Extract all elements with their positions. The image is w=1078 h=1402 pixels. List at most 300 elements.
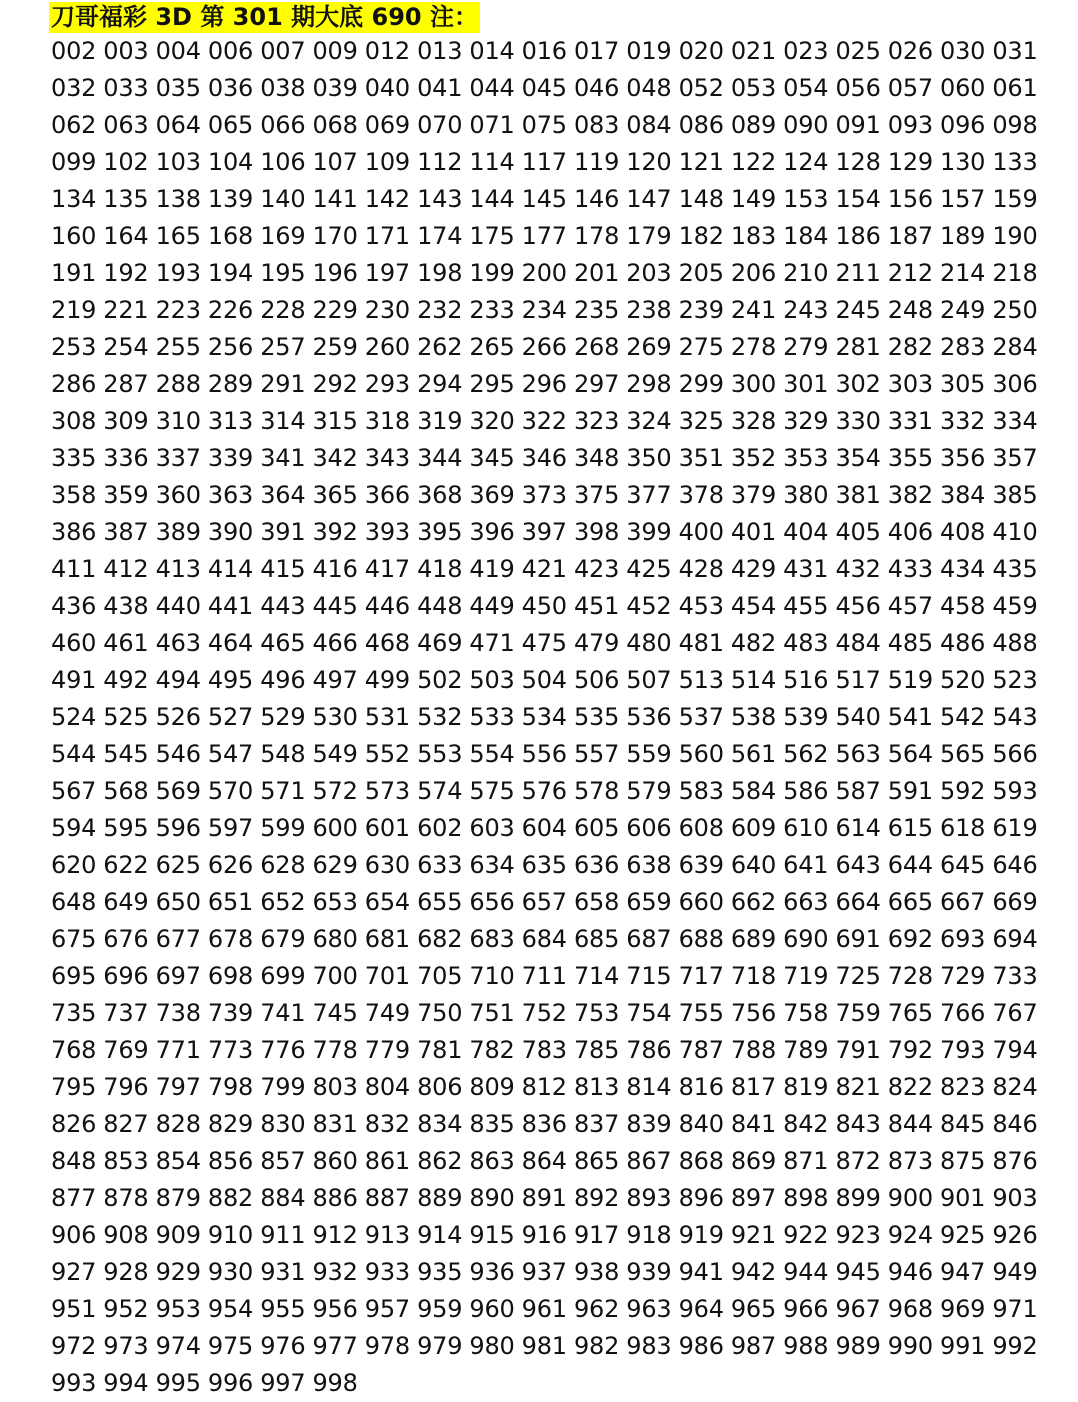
number-item: 863 xyxy=(469,1147,515,1175)
number-row xyxy=(51,1254,1051,1291)
number-item: 921 xyxy=(730,1221,777,1249)
number-item: 479 xyxy=(573,629,620,657)
number-item: 575 xyxy=(469,777,515,805)
number-item: 449 xyxy=(469,592,515,620)
number-item: 243 xyxy=(783,296,829,324)
number-item: 234 xyxy=(521,296,567,324)
number-item: 025 xyxy=(835,37,881,65)
number-item: 159 xyxy=(992,185,1038,213)
number-item: 826 xyxy=(51,1110,97,1138)
number-item: 448 xyxy=(417,592,463,620)
number-item: 483 xyxy=(783,629,829,657)
number-item: 414 xyxy=(207,555,254,583)
number-item: 398 xyxy=(573,518,620,546)
number-item: 544 xyxy=(51,740,97,768)
number-item: 799 xyxy=(260,1073,306,1101)
number-item: 075 xyxy=(521,111,567,139)
number-item: 980 xyxy=(469,1332,515,1360)
number-item: 375 xyxy=(573,481,620,509)
number-item: 062 xyxy=(51,111,97,139)
number-item: 542 xyxy=(940,703,986,731)
number-item: 596 xyxy=(155,814,201,842)
number-item: 535 xyxy=(573,703,620,731)
number-item: 413 xyxy=(155,555,201,583)
number-item: 983 xyxy=(626,1332,672,1360)
number-item: 048 xyxy=(626,74,672,102)
number-item: 355 xyxy=(887,444,933,472)
number-item: 693 xyxy=(940,925,986,953)
number-item: 099 xyxy=(51,148,97,176)
number-item: 924 xyxy=(887,1221,933,1249)
number-item: 830 xyxy=(260,1110,306,1138)
number-item: 337 xyxy=(155,444,201,472)
number-item: 030 xyxy=(940,37,986,65)
number-item: 453 xyxy=(678,592,724,620)
number-item: 909 xyxy=(155,1221,201,1249)
number-item: 796 xyxy=(103,1073,149,1101)
number-item: 233 xyxy=(469,296,515,324)
number-item: 643 xyxy=(835,851,881,879)
number-item: 513 xyxy=(678,666,724,694)
number-item: 939 xyxy=(626,1258,672,1286)
number-item: 953 xyxy=(155,1295,201,1323)
number-item: 460 xyxy=(51,629,97,657)
number-item: 599 xyxy=(260,814,306,842)
number-item: 013 xyxy=(417,37,463,65)
number-item: 979 xyxy=(417,1332,463,1360)
number-item: 334 xyxy=(992,407,1038,435)
number-item: 871 xyxy=(783,1147,829,1175)
number-item: 759 xyxy=(835,999,881,1027)
number-item: 954 xyxy=(207,1295,254,1323)
number-item: 454 xyxy=(730,592,777,620)
number-item: 494 xyxy=(155,666,201,694)
number-item: 344 xyxy=(417,444,463,472)
number-item: 877 xyxy=(51,1184,97,1212)
number-item: 969 xyxy=(940,1295,986,1323)
number-item: 406 xyxy=(887,518,933,546)
number-item: 769 xyxy=(103,1036,149,1064)
number-item: 853 xyxy=(103,1147,149,1175)
number-item: 559 xyxy=(626,740,672,768)
number-item: 967 xyxy=(835,1295,881,1323)
number-item: 539 xyxy=(783,703,829,731)
number-item: 281 xyxy=(835,333,881,361)
number-item: 887 xyxy=(364,1184,410,1212)
number-item: 834 xyxy=(417,1110,463,1138)
number-item: 260 xyxy=(364,333,410,361)
number-item: 561 xyxy=(730,740,777,768)
number-item: 564 xyxy=(887,740,933,768)
number-item: 976 xyxy=(260,1332,306,1360)
number-item: 817 xyxy=(730,1073,777,1101)
number-item: 813 xyxy=(573,1073,620,1101)
number-item: 986 xyxy=(678,1332,724,1360)
number-item: 214 xyxy=(940,259,986,287)
number-item: 654 xyxy=(364,888,410,916)
number-item: 003 xyxy=(103,37,149,65)
number-item: 609 xyxy=(730,814,777,842)
number-row xyxy=(51,292,1051,329)
number-item: 875 xyxy=(940,1147,986,1175)
number-item: 916 xyxy=(521,1221,567,1249)
number-item: 299 xyxy=(678,370,724,398)
number-item: 893 xyxy=(626,1184,672,1212)
number-item: 660 xyxy=(678,888,724,916)
number-item: 232 xyxy=(417,296,463,324)
number-item: 308 xyxy=(51,407,97,435)
number-item: 265 xyxy=(469,333,515,361)
number-item: 335 xyxy=(51,444,97,472)
number-item: 303 xyxy=(887,370,933,398)
number-item: 451 xyxy=(573,592,620,620)
number-item: 955 xyxy=(260,1295,306,1323)
number-item: 941 xyxy=(678,1258,724,1286)
number-item: 806 xyxy=(417,1073,463,1101)
number-item: 408 xyxy=(940,518,986,546)
number-item: 129 xyxy=(887,148,933,176)
number-row xyxy=(51,847,1051,884)
number-item: 597 xyxy=(207,814,254,842)
number-item: 568 xyxy=(103,777,149,805)
number-item: 766 xyxy=(940,999,986,1027)
number-item: 602 xyxy=(417,814,463,842)
number-item: 695 xyxy=(51,962,97,990)
number-item: 603 xyxy=(469,814,515,842)
number-item: 698 xyxy=(207,962,254,990)
number-item: 864 xyxy=(521,1147,567,1175)
number-item: 450 xyxy=(521,592,567,620)
number-item: 294 xyxy=(417,370,463,398)
number-item: 915 xyxy=(469,1221,515,1249)
number-item: 332 xyxy=(940,407,986,435)
number-item: 804 xyxy=(364,1073,410,1101)
number-item: 679 xyxy=(260,925,306,953)
number-item: 846 xyxy=(992,1110,1038,1138)
number-row xyxy=(51,107,1051,144)
number-item: 122 xyxy=(730,148,777,176)
number-item: 789 xyxy=(783,1036,829,1064)
number-item: 785 xyxy=(573,1036,620,1064)
number-item: 153 xyxy=(783,185,829,213)
number-item: 831 xyxy=(312,1110,358,1138)
number-item: 035 xyxy=(155,74,201,102)
number-item: 567 xyxy=(51,777,97,805)
number-item: 862 xyxy=(417,1147,463,1175)
number-item: 286 xyxy=(51,370,97,398)
number-item: 680 xyxy=(312,925,358,953)
number-item: 665 xyxy=(887,888,933,916)
number-item: 019 xyxy=(626,37,672,65)
number-item: 633 xyxy=(417,851,463,879)
number-item: 098 xyxy=(992,111,1038,139)
number-item: 843 xyxy=(835,1110,881,1138)
number-item: 063 xyxy=(103,111,149,139)
number-item: 023 xyxy=(783,37,829,65)
number-item: 178 xyxy=(573,222,620,250)
number-item: 292 xyxy=(312,370,358,398)
number-item: 655 xyxy=(417,888,463,916)
number-item: 170 xyxy=(312,222,358,250)
number-row xyxy=(51,995,1051,1032)
number-item: 701 xyxy=(364,962,410,990)
number-item: 134 xyxy=(51,185,97,213)
number-item: 717 xyxy=(678,962,724,990)
number-item: 565 xyxy=(940,740,986,768)
number-item: 638 xyxy=(626,851,672,879)
number-item: 212 xyxy=(887,259,933,287)
number-item: 923 xyxy=(835,1221,881,1249)
number-item: 945 xyxy=(835,1258,881,1286)
number-item: 841 xyxy=(730,1110,777,1138)
number-item: 446 xyxy=(364,592,410,620)
number-item: 192 xyxy=(103,259,149,287)
number-item: 966 xyxy=(783,1295,829,1323)
number-item: 156 xyxy=(887,185,933,213)
number-item: 390 xyxy=(207,518,254,546)
number-item: 562 xyxy=(783,740,829,768)
number-item: 275 xyxy=(678,333,724,361)
number-item: 254 xyxy=(103,333,149,361)
number-item: 587 xyxy=(835,777,881,805)
number-item: 973 xyxy=(103,1332,149,1360)
number-item: 618 xyxy=(940,814,986,842)
number-item: 086 xyxy=(678,111,724,139)
number-item: 438 xyxy=(103,592,149,620)
number-item: 120 xyxy=(626,148,672,176)
number-item: 144 xyxy=(469,185,515,213)
number-item: 175 xyxy=(469,222,515,250)
number-item: 675 xyxy=(51,925,97,953)
number-item: 593 xyxy=(992,777,1038,805)
number-item: 622 xyxy=(103,851,149,879)
number-item: 196 xyxy=(312,259,358,287)
number-row xyxy=(51,477,1051,514)
number-item: 306 xyxy=(992,370,1038,398)
number-item: 867 xyxy=(626,1147,672,1175)
number-item: 346 xyxy=(521,444,567,472)
number-item: 295 xyxy=(469,370,515,398)
number-item: 900 xyxy=(887,1184,933,1212)
number-item: 968 xyxy=(887,1295,933,1323)
number-item: 313 xyxy=(207,407,254,435)
number-item: 197 xyxy=(364,259,410,287)
number-item: 503 xyxy=(469,666,515,694)
number-item: 872 xyxy=(835,1147,881,1175)
number-item: 425 xyxy=(626,555,672,583)
number-item: 821 xyxy=(835,1073,881,1101)
number-row xyxy=(51,329,1051,366)
number-item: 032 xyxy=(51,74,97,102)
number-item: 524 xyxy=(51,703,97,731)
number-item: 995 xyxy=(155,1369,201,1397)
number-item: 423 xyxy=(573,555,620,583)
number-item: 583 xyxy=(678,777,724,805)
number-item: 678 xyxy=(207,925,254,953)
number-item: 053 xyxy=(730,74,777,102)
number-item: 854 xyxy=(155,1147,201,1175)
number-item: 514 xyxy=(730,666,777,694)
number-item: 412 xyxy=(103,555,149,583)
number-row xyxy=(51,70,1051,107)
number-item: 578 xyxy=(573,777,620,805)
number-item: 031 xyxy=(992,37,1038,65)
number-item: 547 xyxy=(207,740,254,768)
number-item: 282 xyxy=(887,333,933,361)
number-item: 461 xyxy=(103,629,149,657)
number-item: 537 xyxy=(678,703,724,731)
number-item: 650 xyxy=(155,888,201,916)
number-item: 663 xyxy=(783,888,829,916)
number-item: 929 xyxy=(155,1258,201,1286)
number-item: 635 xyxy=(521,851,567,879)
number-item: 584 xyxy=(730,777,777,805)
number-item: 041 xyxy=(417,74,463,102)
number-item: 987 xyxy=(730,1332,777,1360)
number-item: 538 xyxy=(730,703,777,731)
number-item: 938 xyxy=(573,1258,620,1286)
number-item: 903 xyxy=(992,1184,1038,1212)
number-item: 836 xyxy=(521,1110,567,1138)
number-item: 389 xyxy=(155,518,201,546)
number-item: 714 xyxy=(573,962,620,990)
number-item: 352 xyxy=(730,444,777,472)
number-item: 351 xyxy=(678,444,724,472)
number-item: 360 xyxy=(155,481,201,509)
number-item: 626 xyxy=(207,851,254,879)
number-item: 071 xyxy=(469,111,515,139)
number-item: 380 xyxy=(783,481,829,509)
number-item: 393 xyxy=(364,518,410,546)
number-item: 639 xyxy=(678,851,724,879)
number-item: 194 xyxy=(207,259,254,287)
number-item: 649 xyxy=(103,888,149,916)
number-item: 816 xyxy=(678,1073,724,1101)
number-item: 691 xyxy=(835,925,881,953)
number-item: 549 xyxy=(312,740,358,768)
number-item: 133 xyxy=(992,148,1038,176)
number-item: 768 xyxy=(51,1036,97,1064)
number-item: 506 xyxy=(573,666,620,694)
number-item: 279 xyxy=(783,333,829,361)
number-item: 239 xyxy=(678,296,724,324)
number-item: 441 xyxy=(207,592,254,620)
number-row xyxy=(51,1365,1051,1402)
number-item: 848 xyxy=(51,1147,97,1175)
number-item: 245 xyxy=(835,296,881,324)
number-row xyxy=(51,699,1051,736)
number-item: 540 xyxy=(835,703,881,731)
number-item: 658 xyxy=(573,888,620,916)
number-item: 991 xyxy=(940,1332,986,1360)
number-item: 491 xyxy=(51,666,97,694)
number-item: 782 xyxy=(469,1036,515,1064)
number-item: 797 xyxy=(155,1073,201,1101)
number-item: 822 xyxy=(887,1073,933,1101)
number-item: 353 xyxy=(783,444,829,472)
number-item: 534 xyxy=(521,703,567,731)
number-item: 659 xyxy=(626,888,672,916)
number-item: 109 xyxy=(364,148,410,176)
number-item: 339 xyxy=(207,444,254,472)
number-item: 392 xyxy=(312,518,358,546)
number-item: 206 xyxy=(730,259,777,287)
number-item: 931 xyxy=(260,1258,306,1286)
number-item: 114 xyxy=(469,148,515,176)
number-item: 168 xyxy=(207,222,254,250)
number-item: 507 xyxy=(626,666,672,694)
number-item: 677 xyxy=(155,925,201,953)
number-item: 779 xyxy=(364,1036,410,1064)
number-item: 044 xyxy=(469,74,515,102)
number-item: 961 xyxy=(521,1295,567,1323)
number-item: 343 xyxy=(364,444,410,472)
number-item: 230 xyxy=(364,296,410,324)
number-item: 104 xyxy=(207,148,254,176)
number-item: 767 xyxy=(992,999,1038,1027)
number-item: 143 xyxy=(417,185,463,213)
number-item: 944 xyxy=(783,1258,829,1286)
number-item: 566 xyxy=(992,740,1038,768)
number-item: 914 xyxy=(417,1221,463,1249)
number-item: 911 xyxy=(260,1221,306,1249)
number-item: 573 xyxy=(364,777,410,805)
number-item: 908 xyxy=(103,1221,149,1249)
number-row xyxy=(51,403,1051,440)
number-item: 737 xyxy=(103,999,149,1027)
number-item: 416 xyxy=(312,555,358,583)
number-item: 140 xyxy=(260,185,306,213)
number-item: 463 xyxy=(155,629,201,657)
number-item: 417 xyxy=(364,555,410,583)
number-item: 641 xyxy=(783,851,829,879)
number-item: 164 xyxy=(103,222,149,250)
number-row xyxy=(51,1180,1051,1217)
number-item: 365 xyxy=(312,481,358,509)
number-item: 399 xyxy=(626,518,672,546)
number-item: 651 xyxy=(207,888,254,916)
number-item: 288 xyxy=(155,370,201,398)
number-item: 069 xyxy=(364,111,410,139)
number-item: 735 xyxy=(51,999,97,1027)
number-item: 205 xyxy=(678,259,724,287)
number-item: 525 xyxy=(103,703,149,731)
number-item: 928 xyxy=(103,1258,149,1286)
number-item: 012 xyxy=(364,37,410,65)
number-item: 309 xyxy=(103,407,149,435)
number-item: 919 xyxy=(678,1221,724,1249)
number-item: 974 xyxy=(155,1332,201,1360)
number-item: 145 xyxy=(521,185,567,213)
number-item: 523 xyxy=(992,666,1038,694)
number-item: 910 xyxy=(207,1221,254,1249)
number-item: 710 xyxy=(469,962,515,990)
number-item: 819 xyxy=(783,1073,829,1101)
number-item: 038 xyxy=(260,74,306,102)
number-item: 935 xyxy=(417,1258,463,1286)
number-item: 284 xyxy=(992,333,1038,361)
number-item: 464 xyxy=(207,629,254,657)
number-item: 917 xyxy=(573,1221,620,1249)
number-item: 410 xyxy=(992,518,1038,546)
number-item: 700 xyxy=(312,962,358,990)
number-item: 466 xyxy=(312,629,358,657)
number-item: 936 xyxy=(469,1258,515,1286)
number-item: 017 xyxy=(573,37,620,65)
number-item: 771 xyxy=(155,1036,201,1064)
number-item: 045 xyxy=(521,74,567,102)
number-item: 692 xyxy=(887,925,933,953)
